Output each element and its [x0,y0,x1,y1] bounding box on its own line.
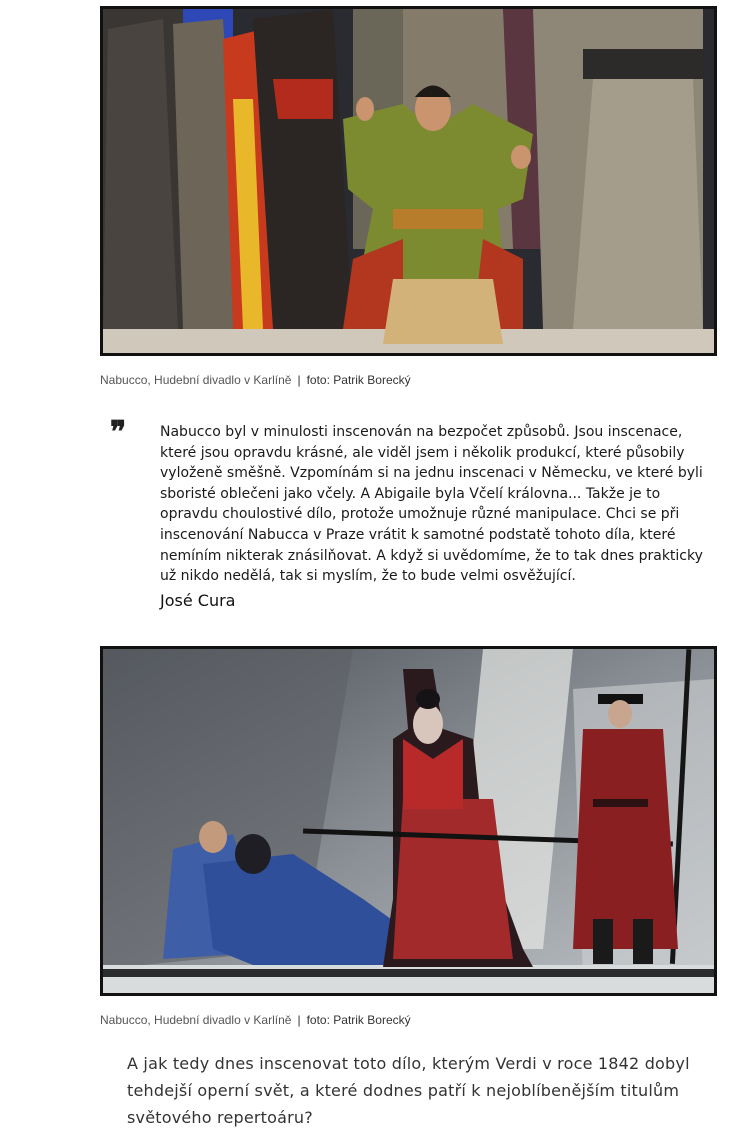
article-paragraph: A jak tedy dnes inscenovat toto dílo, kterým Verdi v roce 1842 dobyl tehdejší operní svět, a které dodnes patří k nejoblíbenějším titulům světového repertoáru? [127,1054,690,1127]
caption-separator: | [297,1013,301,1027]
photo-caption [100,1013,411,1027]
caption-separator: | [297,373,301,387]
opera-photo-kneeling-singer[interactable] [100,6,717,356]
quote-icon: ❞ [110,415,127,450]
caption-title: Nabucco, Hudební divadlo v Karlíně [100,1013,292,1027]
photo-credit: foto: Patrik Borecký [306,1013,411,1027]
photo-caption [100,373,411,387]
caption-title: Nabucco, Hudební divadlo v Karlíně [100,373,292,387]
photo-credit: foto: Patrik Borecký [306,373,411,387]
opera-photo-stage-scene[interactable] [100,646,717,996]
pull-quote-text: Nabucco byl v minulosti inscenován na bezpočet způsobů. Jsou inscenace, které jsou opravdu krásné, ale viděl jsem i několik produkcí, které působily vyloženě směšně. Vzpomínám si na jednu inscenaci v Německu, ve které byli sboristé oblečeni jako včely. A Abigaile byla Včelí královna... Takže je to opravdu choulostivé dílo, protože umožnuje různé manipulace. Chci se při inscenování Nabucca v Praze vrátit k samotné podstatě tohoto díla, které nemíním nikterak znásilňovat. A když si uvědomíme, že to tak dnes prakticky už nikdo nedělá, tak si myslím, že to bude velmi osvěžující. [160,424,703,585]
photo-illustration [103,9,714,353]
quote-author: José Cura [160,591,236,610]
photo-illustration [103,649,714,993]
